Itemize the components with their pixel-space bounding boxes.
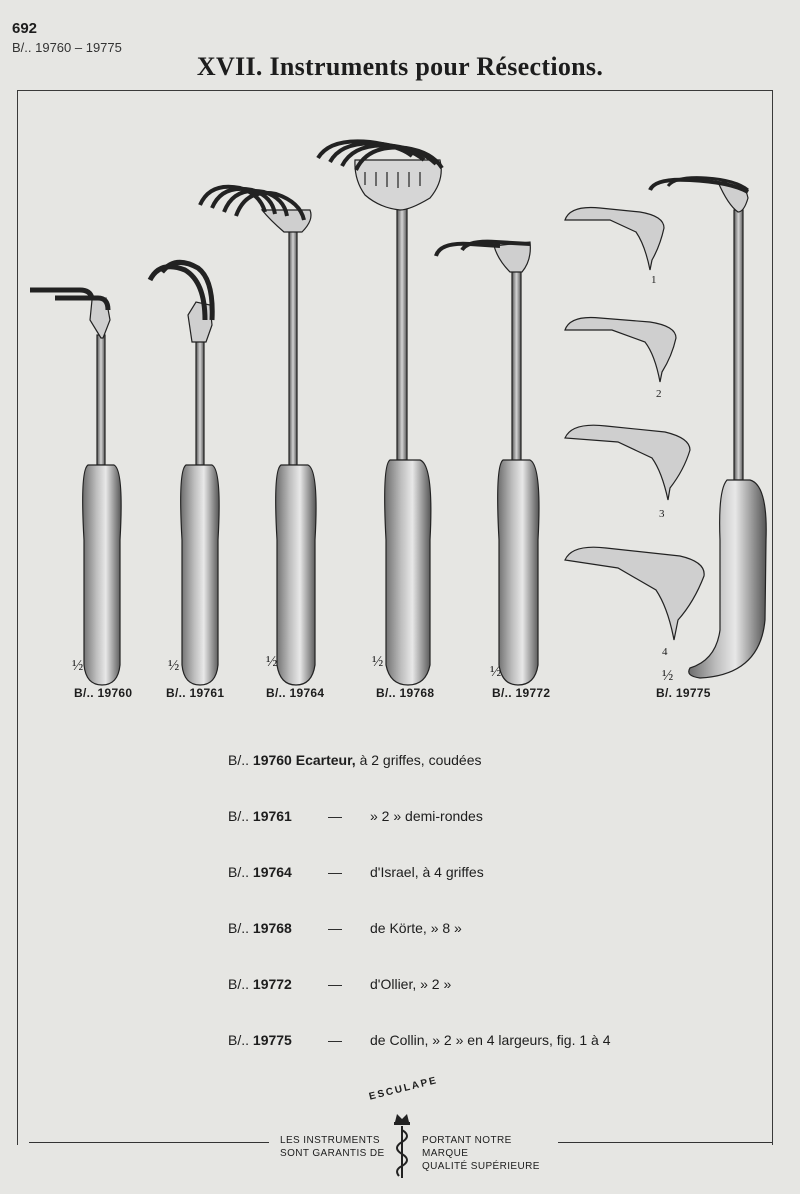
ref-19775: B/. 19775 (656, 686, 711, 700)
scale-19764: ½ (266, 654, 278, 670)
scale-19772: ½ (490, 664, 502, 680)
retractor-19772 (436, 242, 539, 685)
catalog-code: B/.. 19760 Ecarteur, (228, 752, 356, 768)
footer-rule-right (558, 1142, 772, 1143)
trademark-left: LES INSTRUMENTS SONT GARANTIS DE (280, 1135, 385, 1159)
catalog-row: B/.. 19775 — de Collin, » 2 » en 4 largeurs, fig. 1 à 4 (228, 1032, 611, 1048)
fig-label-3: 3 (659, 508, 665, 520)
blade-figs (565, 208, 704, 641)
scale-19775: ½ (662, 668, 674, 684)
instruments-illustration (0, 120, 800, 700)
esculape-wordmark: ESCULAPE (368, 1074, 440, 1103)
footer-rule-left (29, 1142, 269, 1143)
section-title: XVII. Instruments pour Résections. (196, 52, 604, 81)
catalog-row: B/.. 19772 — d'Ollier, » 2 » (228, 976, 452, 992)
fig-label-4: 4 (662, 646, 668, 658)
ref-19772: B/.. 19772 (492, 686, 551, 700)
fig-label-2: 2 (656, 388, 662, 400)
ref-19761: B/.. 19761 (166, 686, 225, 700)
fig-label-1: 1 (651, 274, 657, 286)
retractor-19760 (30, 290, 121, 685)
scale-19768: ½ (372, 654, 384, 670)
scale-19760: ½ (72, 658, 84, 674)
retractor-19768 (318, 141, 442, 685)
ref-19764: B/.. 19764 (266, 686, 325, 700)
scale-19761: ½ (168, 658, 180, 674)
retractor-19761 (150, 262, 219, 685)
catalog-row: B/.. 19764 — d'Israel, à 4 griffes (228, 864, 484, 880)
caduceus-logo (387, 1112, 417, 1180)
trademark-right: PORTANT NOTRE MARQUE QUALITÉ SUPÉRIEURE (422, 1135, 540, 1172)
catalog-range: B/.. 19760 – 19775 (12, 40, 122, 55)
page-number: 692 (12, 20, 38, 37)
catalog-row: B/.. 19761 — » 2 » demi-rondes (228, 808, 483, 824)
catalog-row (228, 752, 482, 768)
ref-19768: B/.. 19768 (376, 686, 435, 700)
ref-19760: B/.. 19760 (74, 686, 133, 700)
catalog-desc: à 2 griffes, coudées (359, 752, 482, 768)
catalog-row: B/.. 19768 — de Körte, » 8 » (228, 920, 462, 936)
